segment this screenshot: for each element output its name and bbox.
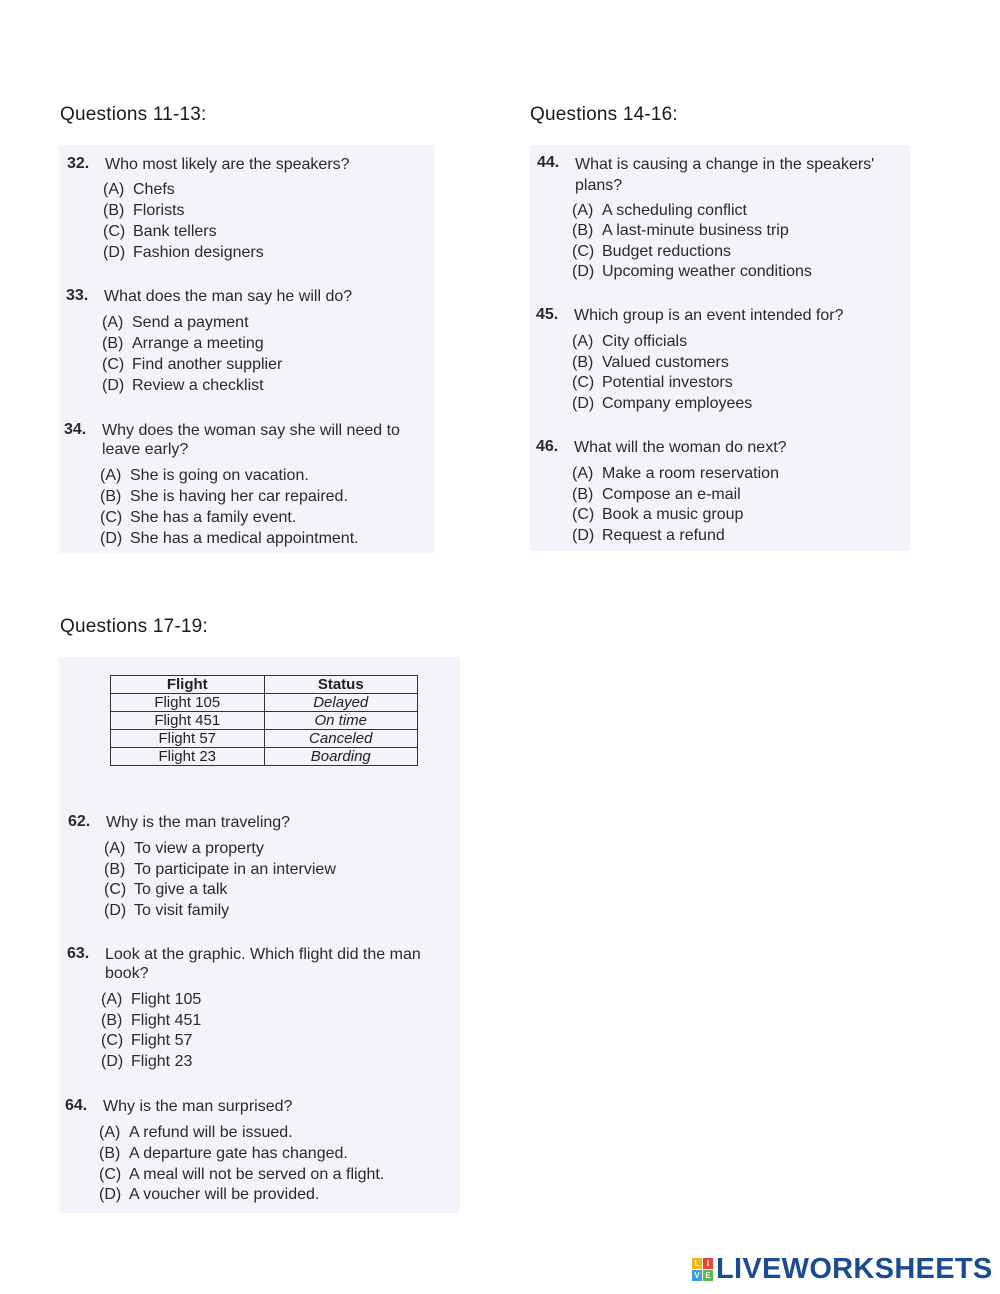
table-row: [111, 748, 418, 766]
question-number: 32.: [67, 155, 90, 172]
answer-option: (C) She has a family event.: [100, 509, 297, 526]
question-text: Why does the woman say she will need to leave early?: [102, 422, 400, 458]
logo-tile: I: [703, 1258, 713, 1269]
question-text: Why is the man surprised?: [103, 1098, 293, 1115]
answer-option: (A) Send a payment: [102, 314, 249, 331]
answer-option: (C) Book a music group: [572, 506, 744, 523]
table-row: [111, 730, 418, 748]
table-header-row: [111, 676, 418, 694]
logo-tile: E: [703, 1270, 713, 1281]
answer-option: (A) She is going on vacation.: [100, 467, 309, 484]
section-title: Questions 17-19:: [60, 616, 208, 637]
answer-option: (B) Valued customers: [572, 354, 729, 371]
question-text: What does the man say he will do?: [104, 288, 353, 305]
answer-option: (C) Find another supplier: [102, 356, 283, 373]
answer-option: (D) Review a checklist: [102, 377, 264, 394]
table-cell: Flight 57: [111, 730, 265, 748]
answer-option: (A) To view a property: [104, 840, 264, 857]
answer-option: (C) To give a talk: [104, 881, 228, 898]
question-number: 44.: [537, 154, 560, 171]
answer-option: (A) City officials: [572, 333, 688, 350]
question-text: What is causing a change in the speakers' plans?: [575, 156, 875, 194]
table-cell: Canceled: [264, 730, 418, 748]
answer-option: (A) Make a room reservation: [572, 465, 779, 482]
answer-option: (D) Company employees: [572, 395, 753, 412]
logo-icon: [692, 1258, 713, 1281]
answer-option: (D) Flight 23: [101, 1053, 193, 1070]
answer-option: (A) Flight 105: [101, 991, 202, 1008]
answer-option: (B) To participate in an interview: [104, 861, 336, 878]
question-number: 62.: [68, 813, 91, 830]
table-cell: On time: [264, 712, 418, 730]
logo-tile: L: [692, 1258, 702, 1269]
answer-option: (D) Fashion designers: [103, 244, 264, 261]
question-number: 45.: [536, 306, 559, 323]
answer-option: (B) She is having her car repaired.: [100, 488, 348, 505]
answer-option: (B) Compose an e-mail: [572, 486, 741, 503]
answer-option: (B) A last-minute business trip: [572, 222, 789, 239]
question-text: What will the woman do next?: [574, 439, 787, 456]
table-row: [111, 694, 418, 712]
answer-option: (B) Arrange a meeting: [102, 335, 264, 352]
table-row: [111, 712, 418, 730]
logo-tile: V: [692, 1270, 702, 1281]
answer-option: (A) Chefs: [103, 181, 175, 198]
question-image-panel: [530, 145, 910, 551]
question-text: Look at the graphic. Which flight did the man book?: [105, 946, 421, 982]
answer-option: (A) A scheduling conflict: [572, 202, 747, 219]
answer-option: (C) Potential investors: [572, 374, 733, 391]
table-cell: Delayed: [264, 694, 418, 712]
table-cell: Flight 23: [111, 748, 265, 766]
answer-option: (B) Flight 451: [101, 1012, 202, 1029]
answer-option: (C) Bank tellers: [103, 223, 217, 240]
liveworksheets-logo[interactable]: [692, 1253, 993, 1286]
question-number: 34.: [64, 421, 87, 438]
question-number: 64.: [65, 1097, 88, 1114]
question-text: Which group is an event intended for?: [574, 307, 844, 324]
answer-option: (D) A voucher will be provided.: [99, 1186, 320, 1203]
answer-option: (B) A departure gate has changed.: [99, 1145, 348, 1162]
question-image-panel: [59, 145, 435, 553]
answer-option: (D) She has a medical appointment.: [100, 530, 359, 547]
table-cell: Flight 105: [111, 694, 265, 712]
section-title: Questions 14-16:: [530, 104, 678, 125]
answer-option: (C) Budget reductions: [572, 243, 731, 260]
answer-option: (D) Upcoming weather conditions: [572, 263, 812, 280]
table-cell: Boarding: [264, 748, 418, 766]
table-header-cell: Status: [264, 676, 418, 694]
answer-option: (D) Request a refund: [572, 527, 725, 544]
logo-text: LIVEWORKSHEETS: [716, 1253, 993, 1285]
answer-option: (D) To visit family: [104, 902, 230, 919]
question-image-panel: [59, 657, 460, 1213]
answer-option: (B) Florists: [103, 202, 185, 219]
question-text: Who most likely are the speakers?: [105, 156, 350, 173]
section-title: Questions 11-13:: [60, 104, 207, 125]
question-number: 33.: [66, 287, 89, 304]
question-number: 46.: [536, 438, 559, 455]
table-cell: Flight 451: [111, 712, 265, 730]
flight-status-table: [110, 675, 418, 766]
answer-option: (C) A meal will not be served on a flight.: [99, 1166, 385, 1183]
question-number: 63.: [67, 945, 90, 962]
table-header-cell: Flight: [111, 676, 265, 694]
answer-option: (C) Flight 57: [101, 1032, 193, 1049]
question-text: Why is the man traveling?: [106, 814, 291, 831]
answer-option: (A) A refund will be issued.: [99, 1124, 293, 1141]
